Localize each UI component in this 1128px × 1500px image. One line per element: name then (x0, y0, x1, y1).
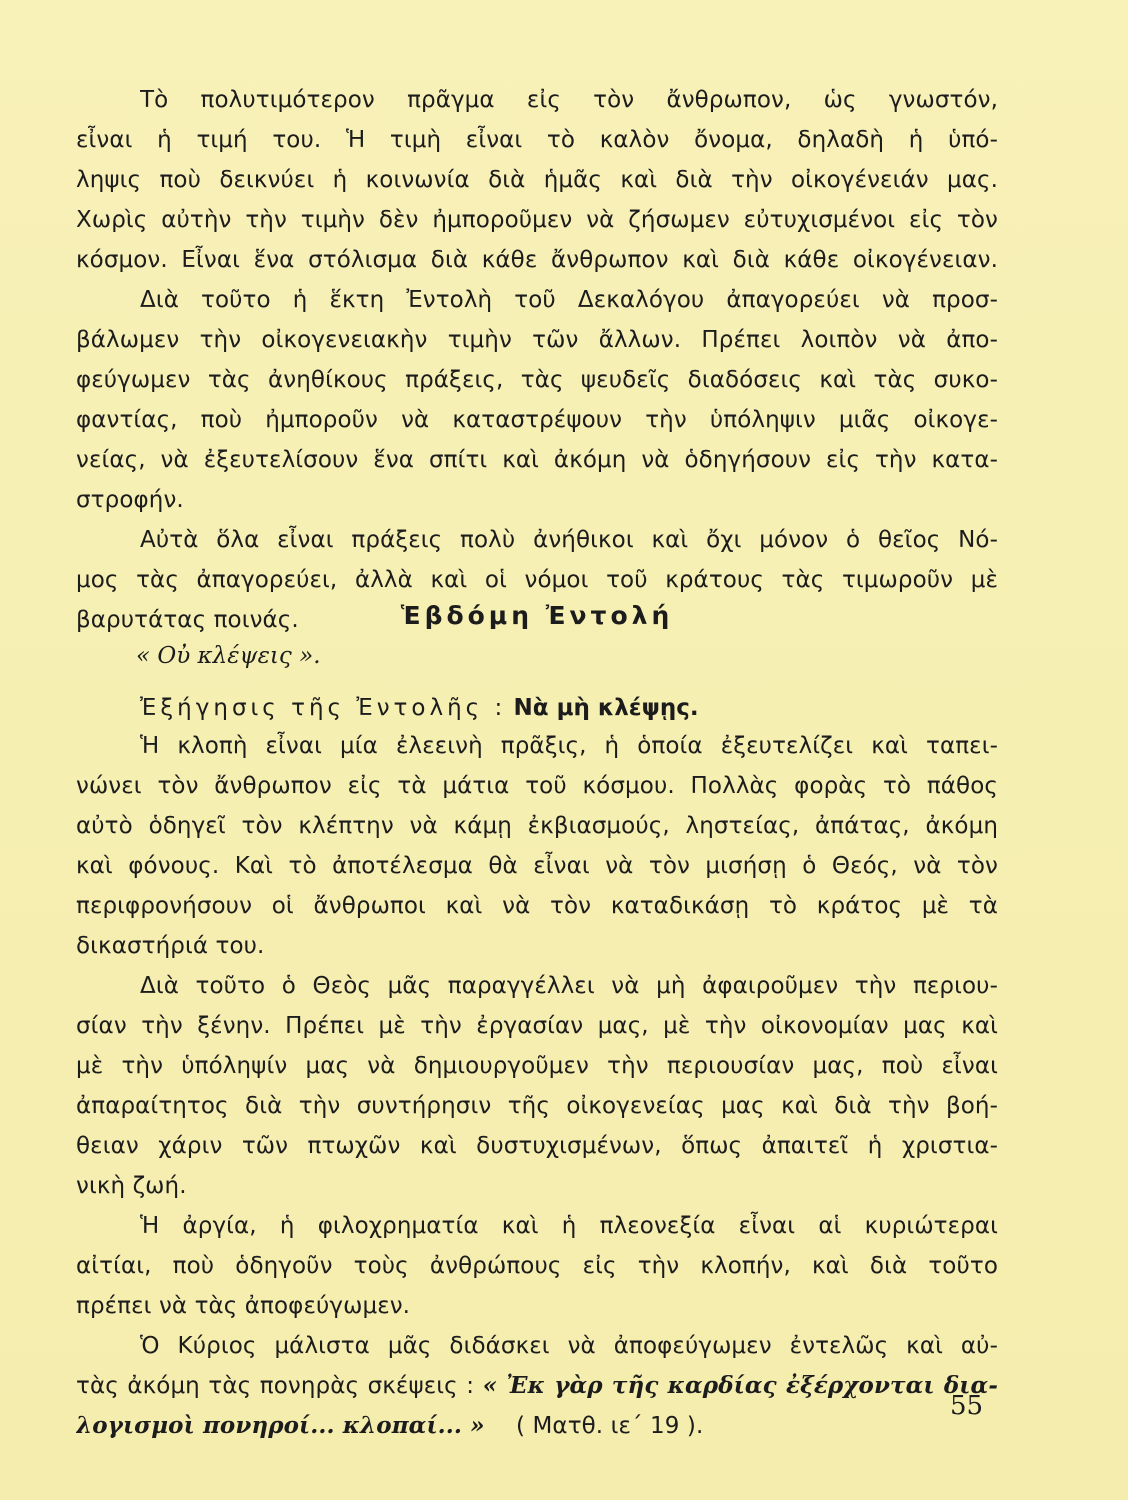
commandment-quote: « Οὐ κλέψεις ». (136, 643, 321, 669)
paragraph-7-line-2-quote: « Ἐκ γὰρ τῆς καρδίας ἐξέρχονται δια- (482, 1372, 998, 1399)
paragraph-5-line-1: Διὰ τοῦτο ὁ Θεὸς μᾶς παραγγέλλει νὰ μὴ ἀφαιροῦμεν τὴν περιου- (140, 973, 998, 999)
paragraph-4-line-1: Ἡ κλοπὴ εἶναι μία ἐλεεινὴ πρᾶξις, ἡ ὁποία ἐξευτελίζει καὶ ταπει- (140, 733, 998, 759)
paragraph-2-line-4: φαντίας, ποὺ ἠμποροῦν νὰ καταστρέψουν τὴν ὑπόληψιν μιᾶς οἰκογε- (76, 407, 998, 433)
paragraph-7-line-1: Ὁ Κύριος μάλιστα μᾶς διδάσκει νὰ ἀποφεύγωμεν ἐντελῶς καὶ αὐ- (140, 1333, 998, 1359)
paragraph-4-line-3: αὐτὸ ὁδηγεῖ τὸν κλέπτην νὰ κάμῃ ἐκβιασμούς, ληστείας, ἀπάτας, ἀκόμη (76, 813, 998, 839)
paragraph-1-line-2: εἶναι ἡ τιμή του. Ἡ τιμὴ εἶναι τὸ καλὸν ὄνομα, δηλαδὴ ἡ ὑπό- (76, 127, 998, 153)
paragraph-2-line-6: στροφήν. (76, 487, 184, 513)
paragraph-4-line-5: περιφρονήσουν οἱ ἄνθρωποι καὶ νὰ τὸν καταδικάσῃ τὸ κράτος μὲ τὰ (76, 893, 998, 919)
explanation-line (140, 688, 699, 728)
paragraph-7-line-3-quote: λογισμοὶ πονηροί... κλοπαί... » (76, 1412, 485, 1439)
paragraph-6-line-3: πρέπει νὰ τὰς ἀποφεύγωμεν. (76, 1293, 411, 1319)
paragraph-2-line-5: νείας, νὰ ἐξευτελίσουν ἕνα σπίτι καὶ ἀκόμη νὰ ὁδηγήσουν εἰς τὴν κατα- (76, 447, 998, 473)
paragraph-1-line-4: Χωρὶς αὐτὴν τὴν τιμὴν δὲν ἠμποροῦμεν νὰ ζήσωμεν εὐτυχισμένοι εἰς τὸν (76, 207, 998, 233)
paragraph-1-line-1: Τὸ πολυτιμότερον πρᾶγμα εἰς τὸν ἄνθρωπον, ὡς γνωστόν, (140, 87, 998, 113)
paragraph-2-line-1: Διὰ τοῦτο ἡ ἕκτη Ἐντολὴ τοῦ Δεκαλόγου ἀπαγορεύει νὰ προσ- (140, 287, 998, 313)
section-heading: Ἑβδόμη Ἐντολή (400, 601, 674, 630)
paragraph-2-line-2: βάλωμεν τὴν οἰκογενειακὴν τιμὴν τῶν ἄλλων. Πρέπει λοιπὸν νὰ ἀπο- (76, 327, 998, 353)
paragraph-7-line-3-ref: ( Ματθ. ιε΄ 19 ). (516, 1413, 704, 1439)
paragraph-7-line-2 (76, 1366, 998, 1406)
paragraph-5-line-5: θειαν χάριν τῶν πτωχῶν καὶ δυστυχισμένων, ὅπως ἀπαιτεῖ ἡ χριστια- (76, 1133, 998, 1159)
paragraph-3-line-1: Αὐτὰ ὅλα εἶναι πράξεις πολὺ ἀνήθικοι καὶ ὄχι μόνον ὁ θεῖος Νό- (140, 527, 998, 553)
paragraph-3-line-2: μος τὰς ἀπαγορεύει, ἀλλὰ καὶ οἱ νόμοι τοῦ κράτους τὰς τιμωροῦν μὲ (76, 567, 998, 593)
paragraph-5-line-2: σίαν τὴν ξένην. Πρέπει μὲ τὴν ἐργασίαν μας, μὲ τὴν οἰκονομίαν μας καὶ (76, 1013, 998, 1039)
paragraph-1-line-5: κόσμον. Εἶναι ἕνα στόλισμα διὰ κάθε ἄνθρωπον καὶ διὰ κάθε οἰκογένειαν. (76, 247, 998, 273)
paragraph-7-line-2-text: τὰς ἀκόμη τὰς πονηρὰς σκέψεις : (76, 1373, 475, 1399)
paragraph-3-spacer (140, 480, 998, 520)
paragraph-3-line-3: βαρυτάτας ποινάς. (76, 607, 299, 633)
paragraph-7-line-3 (76, 1406, 998, 1446)
paragraph-5-line-3: μὲ τὴν ὑπόληψίν μας νὰ δημιουργοῦμεν τὴν περιουσίαν μας, ποὺ εἶναι (76, 1053, 998, 1079)
explanation-text: Νὰ μὴ κλέψῃς. (513, 695, 699, 721)
paragraph-6-line-2: αἰτίαι, ποὺ ὁδηγοῦν τοὺς ἀνθρώπους εἰς τὴν κλοπήν, καὶ διὰ τοῦτο (76, 1253, 998, 1279)
paragraph-5-line-6: νικὴ ζωή. (76, 1173, 187, 1199)
paragraph-4-line-6: δικαστήριά του. (76, 933, 265, 959)
paragraph-5-line-4: ἀπαραίτητος διὰ τὴν συντήρησιν τῆς οἰκογενείας μας καὶ διὰ τὴν βοή- (76, 1093, 998, 1119)
paragraph-4-line-2: νώνει τὸν ἄνθρωπον εἰς τὰ μάτια τοῦ κόσμου. Πολλὰς φορὰς τὸ πάθος (76, 773, 998, 799)
paragraph-6-line-1: Ἡ ἀργία, ἡ φιλοχρηματία καὶ ἡ πλεονεξία εἶναι αἱ κυριώτεραι (140, 1213, 998, 1239)
page-number: 55 (950, 1391, 984, 1421)
paragraph-1-line-3: ληψις ποὺ δεικνύει ἡ κοινωνία διὰ ἡμᾶς καὶ διὰ τὴν οἰκογένειάν μας. (76, 167, 998, 193)
explanation-label: Ἐξήγησις τῆς Ἐντολῆς : (140, 695, 507, 721)
paragraph-4-line-4: καὶ φόνους. Καὶ τὸ ἀποτέλεσμα θὰ εἶναι νὰ τὸν μισήσῃ ὁ Θεός, νὰ τὸν (76, 853, 998, 879)
paragraph-2-line-3: φεύγωμεν τὰς ἀνηθίκους πράξεις, τὰς ψευδεῖς διαδόσεις καὶ τὰς συκο- (76, 367, 998, 393)
